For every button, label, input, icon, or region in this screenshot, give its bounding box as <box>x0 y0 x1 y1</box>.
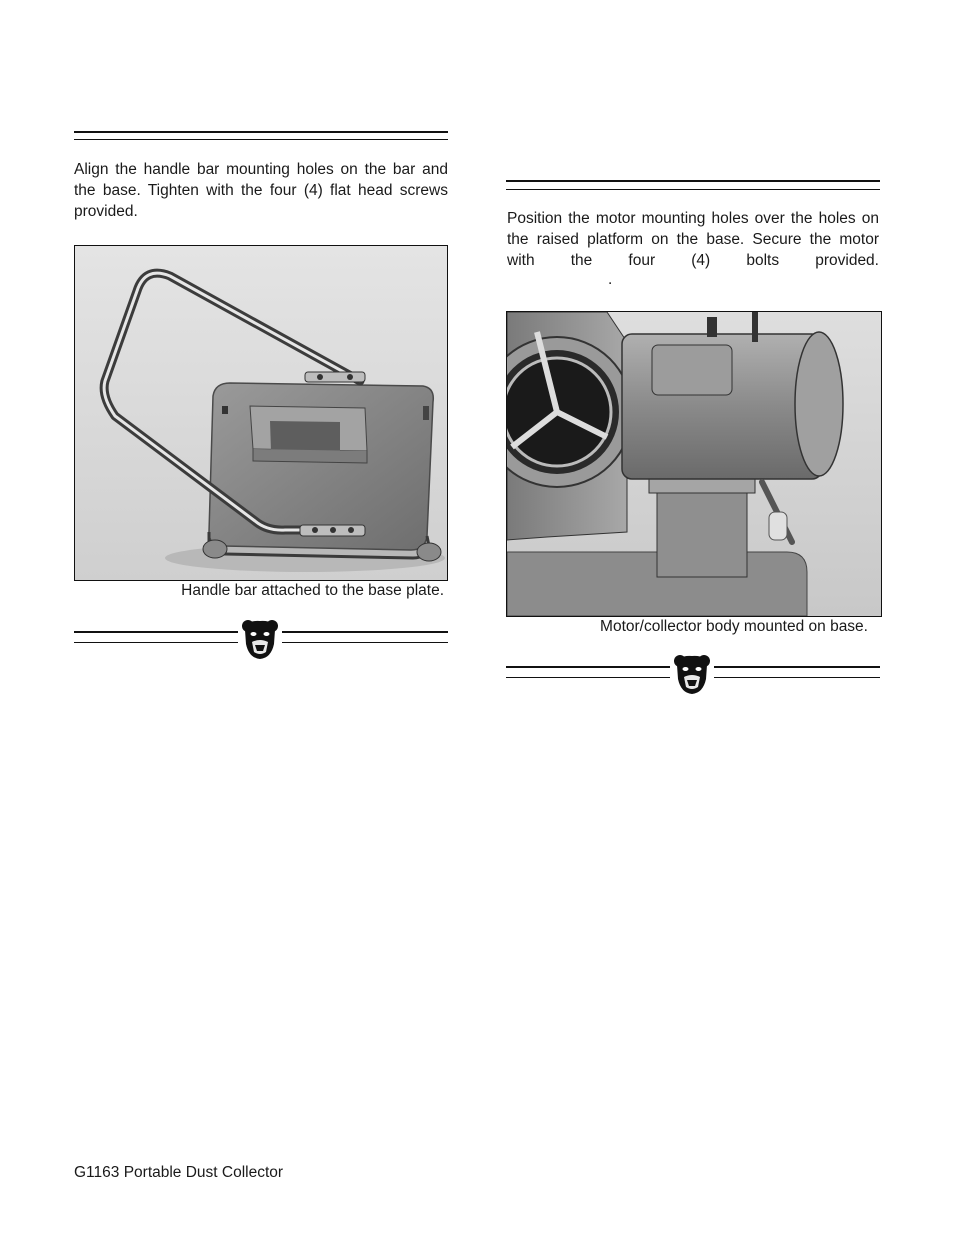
right-section-rule-top <box>506 180 880 182</box>
left-section-rule-bottom <box>74 139 448 140</box>
right-paragraph-trailing: . <box>608 271 613 288</box>
motor-photo <box>507 312 881 616</box>
left-divider-rule-bottom-a <box>74 642 238 643</box>
right-figure-caption: Motor/collector body mounted on base. <box>600 618 868 635</box>
right-divider-rule-bottom-b <box>714 677 880 678</box>
bear-logo-icon <box>673 653 711 695</box>
right-section-rule-bottom <box>506 189 880 190</box>
handle-bar-figure <box>74 245 448 581</box>
page-footer: G1163 Portable Dust Collector <box>74 1164 284 1181</box>
motor-figure <box>506 311 882 617</box>
handle-bar-photo <box>75 246 447 580</box>
left-divider-rule-bottom-b <box>282 642 448 643</box>
left-instruction-paragraph: Align the handle bar mounting holes on the bar and the base. Tighten with the four (4) flat head screws provided. <box>74 161 448 220</box>
left-section-rule-top <box>74 131 448 133</box>
left-divider-rule-top-b <box>282 631 448 633</box>
right-divider-rule-top-a <box>506 666 670 668</box>
left-figure-caption: Handle bar attached to the base plate. <box>181 582 444 599</box>
right-divider-rule-bottom-a <box>506 677 670 678</box>
left-divider-rule-top-a <box>74 631 238 633</box>
right-instruction-paragraph: Position the motor mounting holes over the holes on the raised platform on the base. Secure the motor with the four (4) bolts provided. <box>507 210 879 269</box>
right-divider-rule-top-b <box>714 666 880 668</box>
bear-logo-icon <box>241 618 279 660</box>
